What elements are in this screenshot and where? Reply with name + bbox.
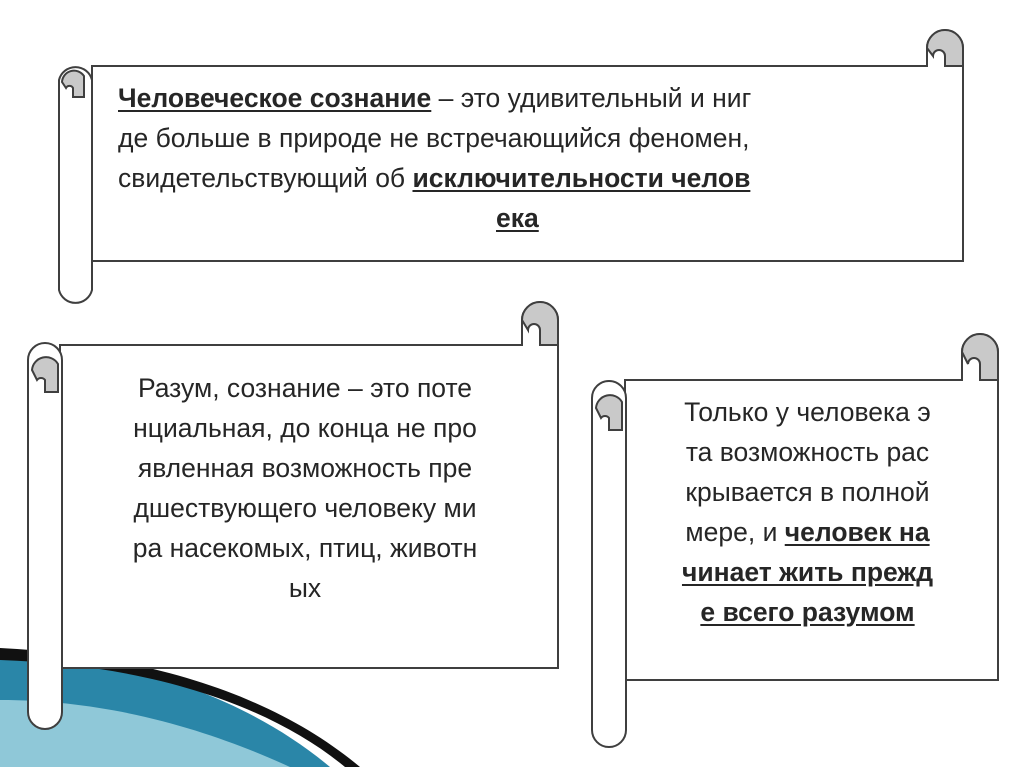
scroll-3-line-2: та возможность рас — [685, 437, 930, 467]
scroll-3-line-5-em: чинает жить прежд — [681, 557, 934, 587]
scroll-1-term: Человеческое сознание — [118, 83, 432, 113]
scroll-1-roll — [59, 67, 92, 303]
scroll-3-line-3: крывается в полной — [685, 477, 930, 507]
scroll-1-line-1 — [118, 78, 948, 118]
scroll-2-line: дшествующего человеку ми — [133, 493, 477, 523]
scroll-2-line: явленная возможность пре — [137, 453, 473, 483]
scroll-3-line-6 — [630, 592, 985, 632]
scroll-3-text — [630, 392, 985, 632]
scroll-1-line-3-em: исключительности челов — [412, 163, 751, 193]
scroll-2-text — [60, 368, 550, 608]
scroll-3-roll — [592, 381, 626, 747]
scroll-2-line: Разум, сознание – это поте — [137, 373, 473, 403]
scroll-3-line-4-em: человек на — [784, 517, 930, 547]
scroll-2-line: ых — [288, 573, 322, 603]
scroll-3-line-4-start: мере, и — [685, 517, 785, 547]
scroll-3-line-4 — [630, 512, 985, 552]
scroll-1-line-3 — [118, 158, 948, 198]
scroll-3-line-6-em: е всего разумом — [700, 597, 915, 627]
scroll-1-line-2: де больше в природе не встречающийся феномен, — [118, 123, 750, 153]
scroll-1-line-4 — [118, 198, 948, 238]
scroll-1-text — [118, 78, 948, 238]
scroll-2-line: ра насекомых, птиц, животн — [132, 533, 478, 563]
scroll-3-line-5 — [630, 552, 985, 592]
scroll-1-line-3-start: свидетельствующий об — [118, 163, 413, 193]
scroll-1-line-1-rest: – это удивительный и ниг — [431, 83, 752, 113]
scroll-2-roll — [28, 343, 62, 729]
scroll-3-line-1: Только у человека э — [684, 397, 931, 427]
scroll-1-line-4-em: ека — [496, 203, 539, 233]
scroll-2-line: нциальная, до конца не про — [133, 413, 477, 443]
